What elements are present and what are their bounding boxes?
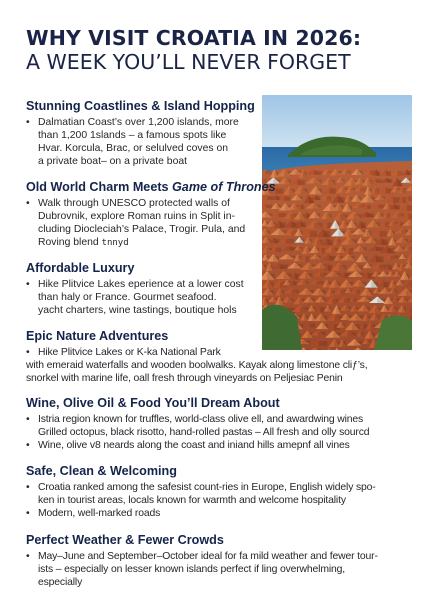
roof-shadow <box>285 180 291 185</box>
section-body-coastlines <box>26 116 258 168</box>
roof-shadow <box>268 290 274 295</box>
roof-shadow <box>382 239 389 244</box>
line: yacht charters, wine tastings, boutique hols <box>38 305 237 317</box>
roof-shadow <box>286 239 294 243</box>
roof-shadow <box>371 239 377 243</box>
roof-shadow <box>357 171 363 175</box>
roof-shadow <box>380 196 385 200</box>
roof-shadow <box>345 307 351 311</box>
roof-shadow <box>400 281 404 285</box>
bullet-glyph: • <box>26 508 30 520</box>
roof-shadow <box>301 222 306 227</box>
line-text: Roving blend <box>38 237 102 249</box>
line: Modern, well-marked roads <box>38 508 161 520</box>
roof-shadow <box>359 282 366 287</box>
roof-shadow <box>312 307 316 311</box>
roof-shadow <box>266 205 272 209</box>
roof-shadow <box>397 171 403 176</box>
roof-shadow <box>314 171 322 175</box>
roof-shadow <box>262 265 266 270</box>
roof-shadow <box>369 333 374 339</box>
roof-shadow <box>370 324 375 330</box>
roof-shadow <box>371 282 378 288</box>
roof-shadow <box>328 307 332 312</box>
roof-shadow <box>269 265 273 271</box>
roof-shadow <box>394 205 400 209</box>
roof-shadow <box>409 222 412 226</box>
section-title-coastlines: Stunning Coastlines & Island Hopping <box>26 99 255 113</box>
roof-shadow <box>363 307 369 311</box>
section-title-nature: Epic Nature Adventures <box>26 329 169 343</box>
roof-shadow <box>367 205 371 209</box>
roof-shadow <box>411 282 412 287</box>
roof-shadow <box>364 298 372 302</box>
list-item <box>26 197 262 250</box>
roof-shadow <box>273 298 277 302</box>
line: snorkel with marine life, oall fresh through vineyards on Peljesiac Penin <box>26 373 343 385</box>
roof-shadow <box>390 231 394 237</box>
roof-shadow <box>300 188 307 194</box>
bullet-glyph: • <box>26 347 30 358</box>
roof-shadow <box>273 256 279 261</box>
roof-shadow <box>376 256 384 262</box>
roof-shadow <box>280 264 288 269</box>
roof-shadow <box>348 239 356 244</box>
roof-shadow <box>360 332 364 336</box>
roof-shadow <box>411 188 412 192</box>
line: Croatia ranked among the safesist count-ries in Europe, English widely spo- <box>38 482 376 493</box>
roof-shadow <box>327 239 333 245</box>
roof-shadow <box>367 197 375 203</box>
roof-shadow <box>309 298 315 302</box>
roof-shadow <box>265 231 270 236</box>
roof-shadow <box>317 240 323 246</box>
roof-shadow <box>333 273 341 277</box>
roof-shadow <box>278 213 286 217</box>
roof-shadow <box>284 196 290 200</box>
section-title-wine-food: Wine, Olive Oil & Food You’ll Dream About <box>26 396 280 410</box>
roof-shadow <box>296 196 302 200</box>
roof-shadow <box>408 247 412 251</box>
line: Wine, olive v8 neards along the coast and iniand hills amepnf all vines <box>38 440 350 452</box>
section-title-emphasis: Game of Thrones <box>172 180 276 194</box>
roof-shadow <box>316 196 321 200</box>
roof-shadow <box>410 231 412 236</box>
section-body-wine-food <box>26 413 430 452</box>
roof-shadow <box>366 290 373 295</box>
roof-shadow <box>310 324 316 328</box>
roof-shadow <box>326 214 332 219</box>
roof-shadow <box>374 316 379 321</box>
roof-shadow <box>410 257 412 263</box>
roof-shadow <box>304 316 308 321</box>
roof-shadow <box>345 171 350 175</box>
roof-shadow <box>276 247 282 252</box>
list-item <box>26 550 430 589</box>
list-item <box>26 481 430 507</box>
roof-shadow <box>328 265 332 271</box>
section-title-weather: Perfect Weather & Fewer Crowds <box>26 533 224 547</box>
roof-shadow <box>411 307 412 312</box>
roof-shadow <box>362 256 368 262</box>
roof-shadow <box>404 274 409 280</box>
roof-shadow <box>402 188 406 193</box>
roof-shadow <box>409 196 412 200</box>
bullet-glyph: • <box>26 551 30 562</box>
roof-shadow <box>361 222 366 228</box>
roof-shadow <box>288 298 294 302</box>
roof-shadow <box>318 332 326 336</box>
roof-shadow <box>355 290 360 294</box>
roof-shadow <box>316 281 323 285</box>
section-title-text: Old World Charm Meets <box>26 180 173 194</box>
roof-shadow <box>391 256 399 260</box>
roof-shadow <box>386 171 391 176</box>
roof-shadow <box>334 282 340 288</box>
roof-shadow <box>339 265 347 271</box>
roof-shadow <box>409 264 412 268</box>
roof-shadow <box>384 307 388 312</box>
line: cluding Diocleciah’s Palace, Trogir. Pula, and <box>38 224 246 236</box>
roof-shadow <box>354 341 362 346</box>
roof-shadow <box>314 179 322 183</box>
roof-shadow <box>297 256 301 261</box>
bullet-glyph: • <box>26 414 30 425</box>
roof-shadow <box>338 197 345 203</box>
section-body-nature <box>26 346 426 385</box>
roof-shadow <box>386 214 390 219</box>
roof-shadow <box>293 281 297 285</box>
line: Hike Plitvice Lakes eperience at a lower cost <box>38 279 244 290</box>
line <box>38 236 262 250</box>
roof-shadow <box>348 248 353 254</box>
roof-shadow <box>355 265 363 271</box>
line: than 1,200 1slands – a famous spots like <box>38 130 227 142</box>
roof-shadow <box>392 290 396 294</box>
roof-shadow <box>347 332 355 336</box>
line: May–June and September–October ideal for fa mild weather and fewer tour- <box>38 551 378 562</box>
roof-shadow <box>376 171 380 176</box>
line: Hike Plitvice Lakes or K-ka National Park <box>38 347 221 358</box>
roof-shadow <box>392 307 397 312</box>
roof-shadow <box>332 299 339 304</box>
roof-shadow <box>300 307 308 312</box>
roof-shadow <box>385 222 389 227</box>
roof-shadow <box>294 264 302 268</box>
roof-shadow <box>333 333 341 338</box>
roof-shadow <box>408 214 412 219</box>
roof-shadow <box>265 171 271 175</box>
roof-shadow <box>276 205 281 209</box>
bullet-glyph: • <box>26 117 30 128</box>
roof-shadow <box>368 189 372 195</box>
roof-shadow <box>340 179 344 183</box>
roof-shadow <box>302 341 310 345</box>
roof-shadow <box>334 316 342 321</box>
roof-shadow <box>367 213 374 217</box>
roof-shadow <box>265 256 269 261</box>
roof-shadow <box>337 239 341 245</box>
roof-shadow <box>401 239 407 243</box>
roof-shadow <box>326 196 331 200</box>
roof-shadow <box>315 256 321 260</box>
roof-shadow <box>310 231 317 237</box>
line: Hvar. Korcula, Brac, or selulved coves on <box>38 143 229 155</box>
line: ists – especially on lesser known islands perfect if ling overwhelming, <box>38 564 345 576</box>
line: with emeraid waterfalls and wooden boolwalks. Kayak along limestone cliƒ’s, <box>26 360 368 372</box>
list-item <box>26 439 430 452</box>
roof-shadow <box>341 324 345 328</box>
roof-shadow <box>392 282 396 288</box>
roof-shadow <box>352 324 359 330</box>
section-title-old-world <box>26 179 276 195</box>
roof-shadow <box>360 239 364 243</box>
roof-shadow <box>268 282 274 288</box>
line: Dubrovnik, explore Roman ruins in Split in- <box>38 211 235 223</box>
bullet-glyph: • <box>26 482 30 493</box>
roof-shadow <box>348 256 355 260</box>
roof-shadow <box>314 214 320 219</box>
roof-shadow <box>280 290 284 295</box>
roof-shadow <box>323 231 330 237</box>
line: Dalmatian Coast’s over 1,200 islands, more <box>38 117 239 128</box>
roof-shadow <box>377 298 385 303</box>
roof-shadow <box>300 205 304 209</box>
roof-shadow <box>356 197 361 202</box>
roof-shadow <box>375 307 381 313</box>
headline-line-1: WHY VISIT CROATIA IN 2026: <box>26 26 362 50</box>
bullet-glyph: • <box>26 440 30 452</box>
roof-shadow <box>298 247 302 251</box>
roof-shadow <box>347 206 352 212</box>
roof-shadow <box>302 281 308 285</box>
roof-shadow <box>383 282 388 287</box>
line: ken in tourist areas, locals known for warmth and welcome hospitality <box>38 495 346 507</box>
roof-shadow <box>321 248 325 254</box>
roof-shadow <box>367 264 372 268</box>
roof-shadow <box>299 231 303 236</box>
roof-shadow <box>330 188 336 193</box>
roof-shadow <box>276 188 284 193</box>
roof-shadow <box>403 298 408 302</box>
list-item <box>26 278 262 317</box>
roof-shadow <box>336 171 342 175</box>
roof-shadow <box>320 316 327 321</box>
roof-shadow <box>267 274 275 280</box>
roof-shadow <box>388 265 392 270</box>
headline-line-2: A WEEK YOU’LL NEVER FORGET <box>26 50 351 74</box>
section-body-luxury <box>26 278 262 317</box>
roof-shadow <box>346 282 353 288</box>
roof-shadow <box>322 324 328 329</box>
roof-shadow <box>287 256 295 260</box>
garbled-text: tnnyd <box>101 238 129 249</box>
roof-shadow <box>299 239 304 243</box>
roof-shadow <box>297 180 305 185</box>
roof-shadow <box>367 231 372 237</box>
roof-shadow <box>397 213 404 217</box>
section-body-safe <box>26 481 430 520</box>
line: especially <box>38 577 83 589</box>
roof-shadow <box>352 222 357 227</box>
roof-shadow <box>314 223 322 229</box>
list-item <box>26 507 430 520</box>
roof-shadow <box>402 307 406 312</box>
roof-shadow <box>336 308 341 314</box>
roof-shadow <box>284 273 292 279</box>
roof-shadow <box>305 273 312 278</box>
list-item <box>26 116 258 168</box>
roof-shadow <box>338 205 343 210</box>
section-title-luxury: Affordable Luxury <box>26 261 135 275</box>
line: Istria region known for truffles, world-class olive ell, and awardwing wines <box>38 414 364 425</box>
roof-shadow <box>305 256 309 262</box>
roof-shadow <box>407 171 411 175</box>
roof-shadow <box>359 247 366 251</box>
section-body-old-world <box>26 197 262 250</box>
roof-shadow <box>379 231 387 237</box>
list-item <box>26 413 430 439</box>
section-title-safe: Safe, Clean & Welcoming <box>26 464 177 478</box>
bullet-glyph: • <box>26 198 30 209</box>
roof-shadow <box>291 290 299 294</box>
roof-shadow <box>407 205 412 210</box>
roof-shadow <box>397 273 401 277</box>
roof-shadow <box>264 299 268 305</box>
roof-shadow <box>395 298 399 302</box>
roof-shadow <box>306 248 311 254</box>
roof-shadow <box>353 298 357 302</box>
section-body-weather <box>26 550 430 589</box>
roof-shadow <box>348 290 352 294</box>
roof-shadow <box>366 341 370 345</box>
roof-shadow <box>356 316 364 321</box>
roof-shadow <box>360 188 367 192</box>
roof-shadow <box>320 298 326 302</box>
roof-shadow <box>340 214 347 220</box>
bullet-glyph: • <box>26 279 30 290</box>
line: than haly or France. Gourmet seafood. <box>38 292 217 304</box>
headline <box>26 26 426 75</box>
roof-shadow <box>328 180 335 185</box>
roof-shadow <box>387 179 393 183</box>
line: a private boat– on a private boat <box>38 156 188 168</box>
roof-shadow <box>398 180 403 186</box>
dubrovnik-rooftops-photo <box>262 95 412 350</box>
roof-shadow <box>318 290 325 295</box>
roof-shadow <box>308 239 312 244</box>
roof-shadow <box>316 188 323 194</box>
line: Grilled octopus, black risotto, hand-rolled pastas – All fresh and olly sourcd <box>38 427 370 439</box>
list-item <box>26 346 426 359</box>
roof-shadow <box>402 256 406 260</box>
line: Walk through UNESCO protected walls of <box>38 198 230 209</box>
roof-shadow <box>373 222 380 227</box>
roof-shadow <box>313 205 321 209</box>
